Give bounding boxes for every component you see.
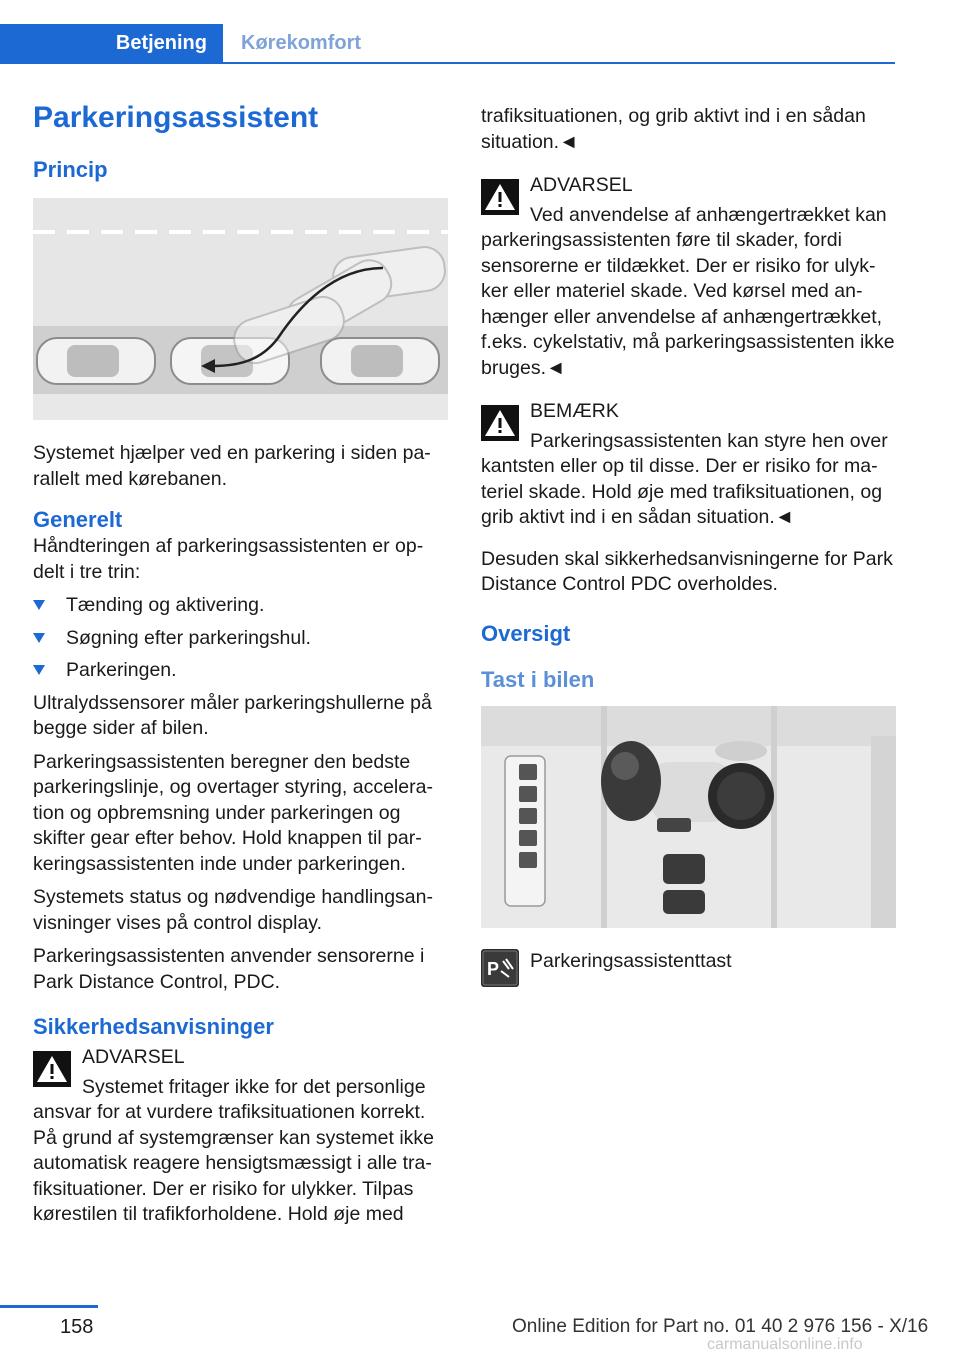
list-item: Parkeringen. [33, 658, 448, 684]
safety-heading: Sikkerhedsanvisninger [33, 1014, 274, 1039]
parking-assist-key-icon[interactable] [481, 949, 519, 987]
paragraph: Ultralydssensorer måler parkeringshullerne på begge sider af bilen. [33, 691, 432, 739]
footer-rule [0, 1305, 98, 1308]
warning-block [481, 173, 896, 381]
edition-note: Online Edition for Part no. 01 40 2 976 156 - X/16 [512, 1316, 929, 1337]
parallel-parking-illustration [33, 198, 448, 420]
triangle-bullet-icon [33, 633, 45, 643]
overview-heading: Oversigt [481, 620, 571, 646]
warning-triangle-icon [33, 1051, 71, 1087]
parking-principle-figure [33, 198, 448, 425]
list-item: Tænding og aktivering. [33, 593, 448, 619]
page-title: Parkeringsassistent [33, 101, 319, 134]
parking-assist-key-row [481, 949, 896, 993]
steps-list [33, 593, 448, 684]
parking-assist-key-label: Parkeringsassistenttast [530, 949, 732, 972]
notice-block [481, 399, 896, 531]
continuation-text: trafiksituationen, og grib aktivt ind i en sådan situation.◄ [481, 105, 866, 153]
notice-triangle-icon [481, 405, 519, 441]
general-heading: Generelt [33, 507, 123, 532]
principle-heading: Princip [33, 157, 108, 182]
paragraph: Parkeringsassistenten anvender sensorerne i Park Distance Control, PDC. [33, 945, 425, 993]
page-number: 158 [60, 1316, 94, 1338]
notice-title: BEMÆRK [530, 400, 619, 422]
triangle-bullet-icon [33, 665, 45, 675]
svg-text:P: P [487, 958, 500, 979]
warning-block [33, 1045, 448, 1228]
tab-korekomfort[interactable]: Kørekomfort [241, 32, 362, 54]
paragraph: Systemets status og nødvendige handlingsan-visninger vises på control display. [33, 886, 433, 934]
paragraph: Parkeringsassistenten beregner den bedste parkeringslinje, og overtager styring, accelera-tion og opbremsning under parkeringen og skifter gear efter behov. Hold knappen til par-keringsassistenten inde under parkeringen. [33, 750, 433, 875]
warning-title: ADVARSEL [82, 1046, 185, 1068]
watermark: carmanualsonline.info [707, 1336, 863, 1353]
notice-text: Parkeringsassistenten kan styre hen over kantsten eller op til disse. Der er risiko for ma-teriel skade. Hold øje med trafiksituationen, og grib aktivt ind i en sådan situation.◄ [481, 429, 888, 528]
center-console-illustration [481, 706, 896, 928]
right-column [481, 104, 896, 993]
warning-title: ADVARSEL [530, 174, 633, 196]
button-heading: Tast i bilen [481, 666, 595, 692]
warning-text: Systemet fritager ikke for det personlige ansvar for at vurdere trafiksituationen korrekt. På grund af systemgrænser kan systemet ikke automatisk reagere hensigtsmæssigt i alle tra-fiksituationer. Der er risiko for ulykker. Tilpas kørestilen til trafikforholdene. Hold øje med [33, 1075, 434, 1225]
general-intro: Håndteringen af parkeringsassistenten er op-delt i tre trin: [33, 535, 424, 583]
chapter-header [0, 0, 895, 64]
principle-text: Systemet hjælper ved en parkering i siden pa-rallelt med kørebanen. [33, 442, 431, 490]
left-column [33, 100, 448, 1238]
pdc-text: Desuden skal sikkerhedsanvisningerne for Park Distance Control PDC overholdes. [481, 547, 893, 595]
warning-triangle-icon [481, 179, 519, 215]
triangle-bullet-icon [33, 600, 45, 610]
tab-betjening[interactable]: Betjening [0, 24, 223, 62]
center-console-figure [481, 706, 896, 933]
warning-text: Ved anvendelse af anhængertrækket kan parkeringsassistenten føre til skader, fordi sensorerne er tildækket. Der er risiko for ulyk-ker eller materiel skade. Ved kørsel med an-hænger eller anvendelse af anhængertrækket, f.eks. cykelstativ, må parkeringsassistenten ikke bruges.◄ [481, 203, 895, 379]
list-item: Søgning efter parkeringshul. [33, 626, 448, 652]
